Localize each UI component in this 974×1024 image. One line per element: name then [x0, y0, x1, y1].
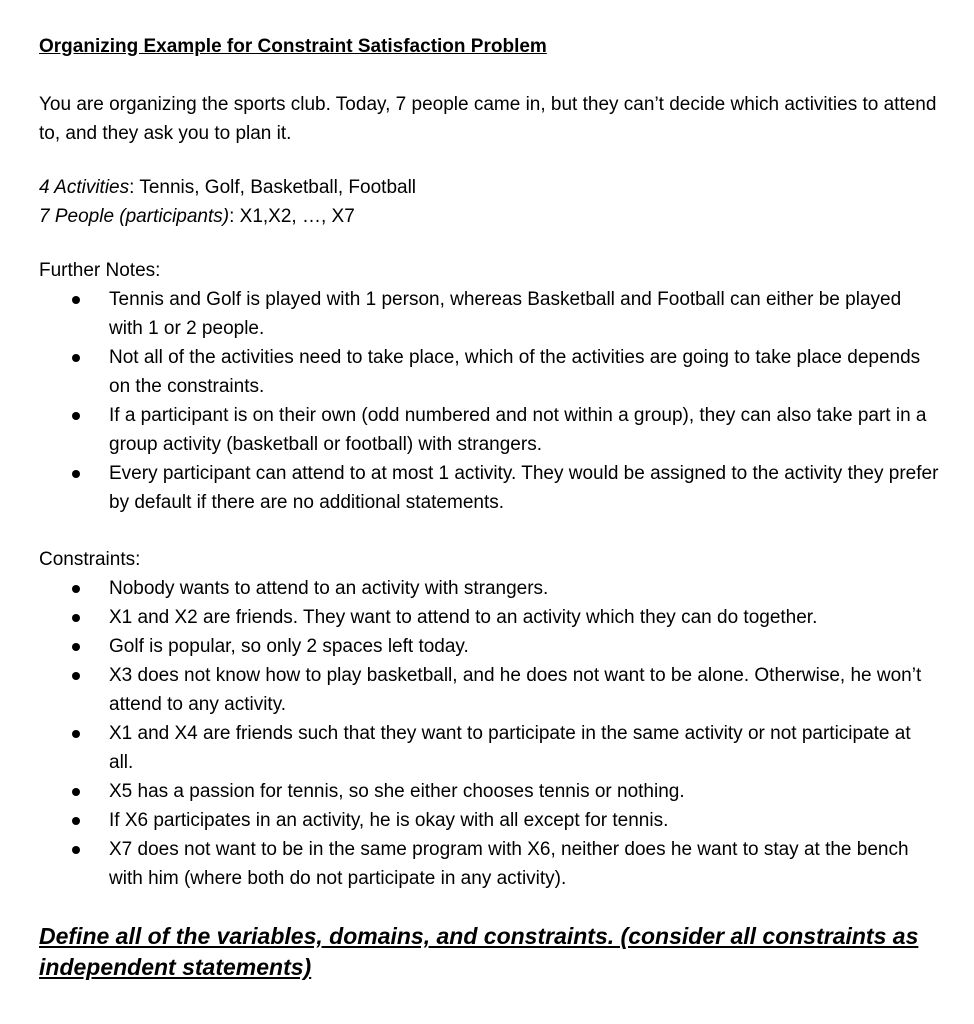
list-item	[39, 285, 939, 343]
list-item	[39, 661, 939, 719]
list-item	[39, 343, 939, 401]
activities-label: 4 Activities	[39, 177, 130, 198]
people-line	[39, 202, 939, 231]
bullet-icon	[72, 730, 80, 738]
bullet-icon	[72, 412, 80, 420]
spacer	[39, 148, 939, 173]
list-item-text: Tennis and Golf is played with 1 person, whereas Basketball and Football can either be played with 1 or 2 people.	[109, 289, 902, 339]
list-item	[39, 401, 939, 459]
list-item-text: X3 does not know how to play basketball, and he does not want to be alone. Otherwise, he won’t attend to any activity.	[109, 665, 922, 715]
spacer	[39, 893, 939, 921]
list-item-text: X1 and X4 are friends such that they want to participate in the same activity or not participate at all.	[109, 723, 911, 773]
spacer	[39, 62, 939, 90]
spacer	[39, 517, 939, 545]
list-item	[39, 603, 939, 632]
document	[39, 32, 939, 983]
activities-value: : Tennis, Golf, Basketball, Football	[129, 177, 417, 198]
constraints-list	[39, 574, 939, 893]
further-notes-heading: Further Notes:	[39, 260, 161, 281]
list-item-text: Not all of the activities need to take place, which of the activities are going to take place depends on the constraints.	[109, 347, 921, 397]
bullet-icon	[72, 585, 80, 593]
bullet-icon	[72, 470, 80, 478]
list-item-text: If a participant is on their own (odd numbered and not within a group), they can also take part in a group activity (basketball or football) with strangers.	[109, 405, 927, 455]
list-item-text: Golf is popular, so only 2 spaces left today.	[109, 636, 469, 657]
intro-paragraph: You are organizing the sports club. Today, 7 people came in, but they can’t decide which activities to attend to, and they ask you to plan it.	[39, 94, 937, 144]
list-item-text: If X6 participates in an activity, he is okay with all except for tennis.	[109, 810, 669, 831]
people-value: : X1,X2, …, X7	[229, 206, 355, 227]
task-statement: Define all of the variables, domains, and constraints. (consider all constraints as independent statements)	[39, 923, 919, 980]
list-item-text: Nobody wants to attend to an activity with strangers.	[109, 578, 549, 599]
list-item	[39, 835, 939, 893]
bullet-icon	[72, 296, 80, 304]
bullet-icon	[72, 643, 80, 651]
list-item	[39, 574, 939, 603]
document-title: Organizing Example for Constraint Satisfaction Problem	[39, 36, 547, 57]
bullet-icon	[72, 672, 80, 680]
constraints-heading: Constraints:	[39, 549, 141, 570]
list-item	[39, 459, 939, 517]
bullet-icon	[72, 354, 80, 362]
list-item	[39, 777, 939, 806]
activities-line	[39, 173, 939, 202]
list-item	[39, 806, 939, 835]
list-item	[39, 632, 939, 661]
spacer	[39, 231, 939, 256]
list-item-text: X7 does not want to be in the same program with X6, neither does he want to stay at the bench with him (where both do not participate in any activity).	[109, 839, 909, 889]
bullet-icon	[72, 817, 80, 825]
people-label: 7 People (participants)	[39, 206, 230, 227]
bullet-icon	[72, 788, 80, 796]
list-item-text: Every participant can attend to at most 1 activity. They would be assigned to the activity they prefer by default if there are no additional statements.	[109, 463, 939, 513]
list-item-text: X5 has a passion for tennis, so she either chooses tennis or nothing.	[109, 781, 685, 802]
further-notes-list	[39, 285, 939, 517]
bullet-icon	[72, 614, 80, 622]
list-item	[39, 719, 939, 777]
bullet-icon	[72, 846, 80, 854]
list-item-text: X1 and X2 are friends. They want to attend to an activity which they can do together.	[109, 607, 818, 628]
